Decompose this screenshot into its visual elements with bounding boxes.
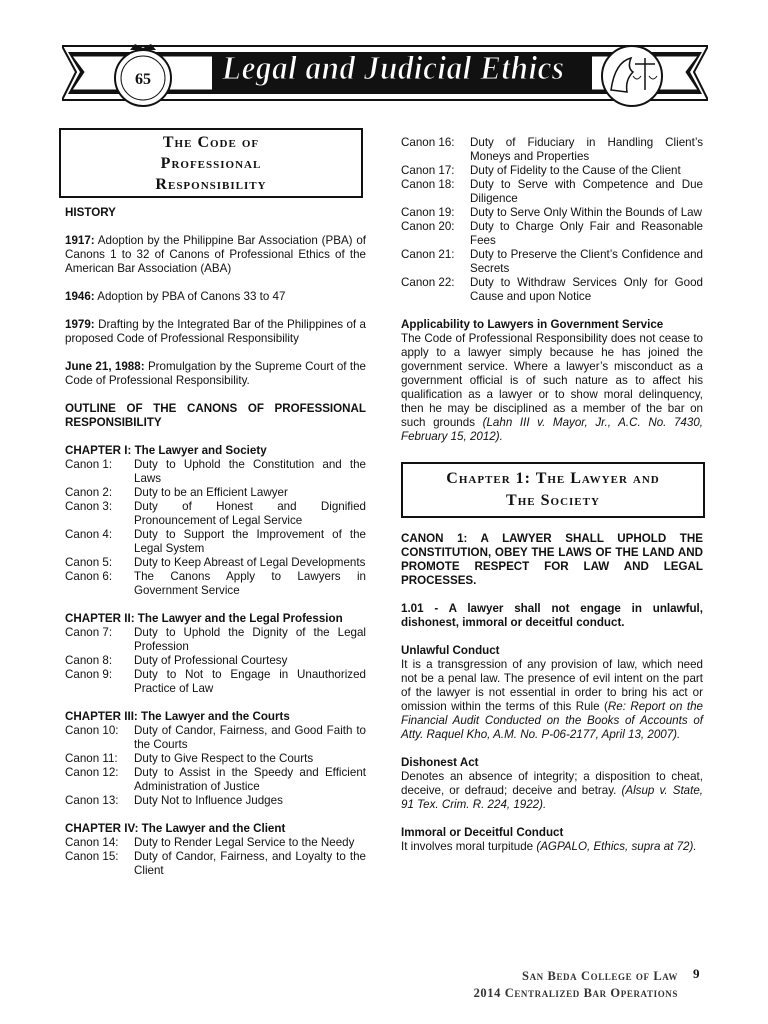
canon-item bbox=[65, 794, 366, 808]
canon-item bbox=[65, 556, 366, 570]
canon-item bbox=[65, 528, 366, 556]
canon-label: Canon 3: bbox=[65, 500, 113, 513]
history-1988: June 21, 1988: Promulgation by the Supreme Court of the Code of Professional Responsibility. bbox=[65, 360, 366, 387]
canon-item bbox=[65, 850, 366, 878]
canon-label: Canon 14: bbox=[65, 836, 119, 849]
canon-text: Duty to Render Legal Service to the Needy bbox=[134, 836, 355, 849]
code-title-box bbox=[59, 128, 363, 198]
canon-label: Canon 13: bbox=[65, 794, 119, 807]
canon-item bbox=[401, 178, 703, 206]
canon-item bbox=[401, 164, 703, 178]
header-banner bbox=[62, 38, 708, 110]
chapter-1-title-box bbox=[401, 462, 705, 518]
page-number: 9 bbox=[693, 966, 700, 981]
immoral-conduct-text: It involves moral turpitude (AGPALO, Ethics, supra at 72). bbox=[401, 840, 697, 853]
canon-label: Canon 11: bbox=[65, 752, 118, 765]
canon-item bbox=[401, 206, 703, 220]
canon-label: Canon 5: bbox=[65, 556, 113, 569]
canon-list-continued bbox=[401, 136, 703, 304]
chapter-2-heading: CHAPTER II: The Lawyer and the Legal Profession bbox=[65, 612, 343, 625]
history-1979: 1979: Drafting by the Integrated Bar of the Philippines of a proposed Code of Professional Responsibility bbox=[65, 318, 366, 345]
canon-item bbox=[65, 668, 366, 696]
canon-label: Canon 10: bbox=[65, 724, 119, 737]
chapter-box-line2: The Society bbox=[506, 492, 600, 509]
canon-text: Duty to Uphold the Constitution and the Laws bbox=[134, 458, 366, 485]
chapter-4-canon-list bbox=[65, 836, 366, 878]
canon-item bbox=[65, 626, 366, 654]
canon-text: Duty to Not to Engage in Unauthorized Practice of Law bbox=[134, 668, 366, 695]
footer-line2: 2014 Centralized Bar Operations bbox=[473, 986, 678, 1000]
chapter-3-canon-list bbox=[65, 724, 366, 808]
canon-text: Duty of Candor, Fairness, and Loyalty to the Client bbox=[134, 850, 366, 877]
canon-text: Duty to Withdraw Services Only for Good Cause and upon Notice bbox=[470, 276, 703, 303]
canon-text: Duty to Keep Abreast of Legal Developments bbox=[134, 556, 366, 569]
canon-item bbox=[65, 766, 366, 794]
chapter-1-canon-list bbox=[65, 458, 366, 598]
canon-text: Duty to Support the Improvement of the Legal System bbox=[134, 528, 366, 555]
canon-label: Canon 4: bbox=[65, 528, 113, 541]
canon-text: Duty to be an Efficient Lawyer bbox=[134, 486, 288, 499]
chapter-box-line1: Chapter 1: The Lawyer and bbox=[446, 470, 660, 487]
canon-label: Canon 16: bbox=[401, 136, 455, 149]
canon-label: Canon 21: bbox=[401, 248, 455, 261]
canon-item bbox=[401, 248, 703, 276]
applicability-text: The Code of Professional Responsibility does not cease to apply to a lawyer simply because he has joined the government service. Where a lawyer’s misconduct as a government official is of such nature as to affect his qualification as a lawyer or to show moral delinquency, then he may be disciplined as a member of the bar on such grounds (Lahn III v. Mayor, Jr., A.C. No. 7430, February 15, 2012). bbox=[401, 332, 703, 443]
canon-label: Canon 9: bbox=[65, 668, 113, 681]
code-title-line2: Professional bbox=[160, 154, 262, 172]
canon-text: Duty to Give Respect to the Courts bbox=[134, 752, 314, 765]
unlawful-conduct-text: It is a transgression of any provision of law, which need not be a penal law. The presence of evil intent on the part of the lawyer is not essential in order to bring his act or omission within the terms of this Rule (Re: Report on the Financial Audit Conducted on the Books of Accounts of Atty. Raquel Kho, A.M. No. P-06-2177, April 13, 2007). bbox=[401, 658, 703, 741]
canon-item bbox=[65, 500, 366, 528]
right-column bbox=[401, 136, 703, 854]
canon-item bbox=[65, 836, 366, 850]
canon-text: Duty to Preserve the Client’s Confidence and Secrets bbox=[470, 248, 703, 275]
page-footer bbox=[474, 968, 678, 1002]
history-1917: 1917: Adoption by the Philippine Bar Association (PBA) of Canons 1 to 32 of Canons of Professional Ethics of the American Bar Association (ABA) bbox=[65, 234, 366, 275]
history-heading: HISTORY bbox=[65, 206, 116, 219]
canon-label: Canon 15: bbox=[65, 850, 119, 863]
canon-label: Canon 19: bbox=[401, 206, 455, 219]
canon-item bbox=[65, 458, 366, 486]
dishonest-act-heading: Dishonest Act bbox=[401, 756, 479, 769]
canon-label: Canon 1: bbox=[65, 458, 113, 471]
canon-text: Duty of Professional Courtesy bbox=[134, 654, 288, 667]
canon-label: Canon 2: bbox=[65, 486, 113, 499]
canon-item bbox=[65, 752, 366, 766]
canon-1-statement: CANON 1: A LAWYER SHALL UPHOLD THE CONSTITUTION, OBEY THE LAWS OF THE LAND AND PROMOTE RESPECT FOR LAW AND LEGAL PROCESSES. bbox=[401, 532, 703, 587]
canon-label: Canon 20: bbox=[401, 220, 455, 233]
immoral-conduct-heading: Immoral or Deceitful Conduct bbox=[401, 826, 564, 839]
rule-1-01: 1.01 - A lawyer shall not engage in unlawful, dishonest, immoral or deceitful conduct. bbox=[401, 602, 703, 629]
unlawful-conduct-heading: Unlawful Conduct bbox=[401, 644, 500, 657]
history-1946: 1946: Adoption by PBA of Canons 33 to 47 bbox=[65, 290, 286, 303]
canon-item bbox=[401, 276, 703, 304]
canon-text: Duty of Candor, Fairness, and Good Faith to the Courts bbox=[134, 724, 366, 751]
seal-text: 65 bbox=[135, 71, 151, 88]
canon-text: Duty Not to Influence Judges bbox=[134, 794, 283, 807]
canon-label: Canon 22: bbox=[401, 276, 455, 289]
canon-item bbox=[401, 136, 703, 164]
canon-text: Duty to Charge Only Fair and Reasonable Fees bbox=[470, 220, 703, 247]
dishonest-act-text: Denotes an absence of integrity; a disposition to cheat, deceive, or defraud; deceive and betray. (Alsup v. State, 91 Tex. Crim. R. 224, 1922). bbox=[401, 770, 703, 811]
canon-item bbox=[65, 654, 366, 668]
applicability-heading: Applicability to Lawyers in Government Service bbox=[401, 318, 664, 331]
chapter-4-heading: CHAPTER IV: The Lawyer and the Client bbox=[65, 822, 286, 835]
footer-line1: San Beda College of Law bbox=[522, 969, 678, 983]
chapter-1-heading: CHAPTER I: The Lawyer and Society bbox=[65, 444, 267, 457]
canon-item bbox=[401, 220, 703, 248]
outline-heading: OUTLINE OF THE CANONS OF PROFESSIONAL RESPONSIBILITY bbox=[65, 402, 366, 429]
canon-item bbox=[65, 570, 366, 598]
canon-label: Canon 8: bbox=[65, 654, 113, 667]
left-column bbox=[65, 128, 366, 878]
canon-text: Duty to Serve Only Within the Bounds of Law bbox=[470, 206, 702, 219]
lion-scales-emblem-icon bbox=[597, 40, 667, 110]
canon-item bbox=[65, 724, 366, 752]
school-seal-icon bbox=[108, 40, 178, 110]
canon-label: Canon 12: bbox=[65, 766, 119, 779]
canon-item bbox=[65, 486, 366, 500]
canon-text: Duty of Fiduciary in Handling Client’s Moneys and Properties bbox=[470, 136, 703, 163]
canon-label: Canon 7: bbox=[65, 626, 113, 639]
canon-label: Canon 18: bbox=[401, 178, 455, 191]
code-title-line3: Responsibility bbox=[155, 175, 267, 193]
canon-text: Duty to Serve with Competence and Due Diligence bbox=[470, 178, 703, 205]
canon-label: Canon 17: bbox=[401, 164, 455, 177]
chapter-3-heading: CHAPTER III: The Lawyer and the Courts bbox=[65, 710, 290, 723]
banner-title: Legal and Judicial Ethics bbox=[222, 50, 565, 87]
canon-text: Duty to Assist in the Speedy and Efficient Administration of Justice bbox=[134, 766, 366, 793]
chapter-2-canon-list bbox=[65, 626, 366, 696]
canon-text: The Canons Apply to Lawyers in Government Service bbox=[134, 570, 366, 597]
canon-label: Canon 6: bbox=[65, 570, 113, 583]
canon-text: Duty of Fidelity to the Cause of the Client bbox=[470, 164, 681, 177]
canon-text: Duty to Uphold the Dignity of the Legal Profession bbox=[134, 626, 366, 653]
canon-text: Duty of Honest and Dignified Pronouncement of Legal Service bbox=[134, 500, 366, 527]
code-title-line1: The Code of bbox=[162, 133, 260, 151]
